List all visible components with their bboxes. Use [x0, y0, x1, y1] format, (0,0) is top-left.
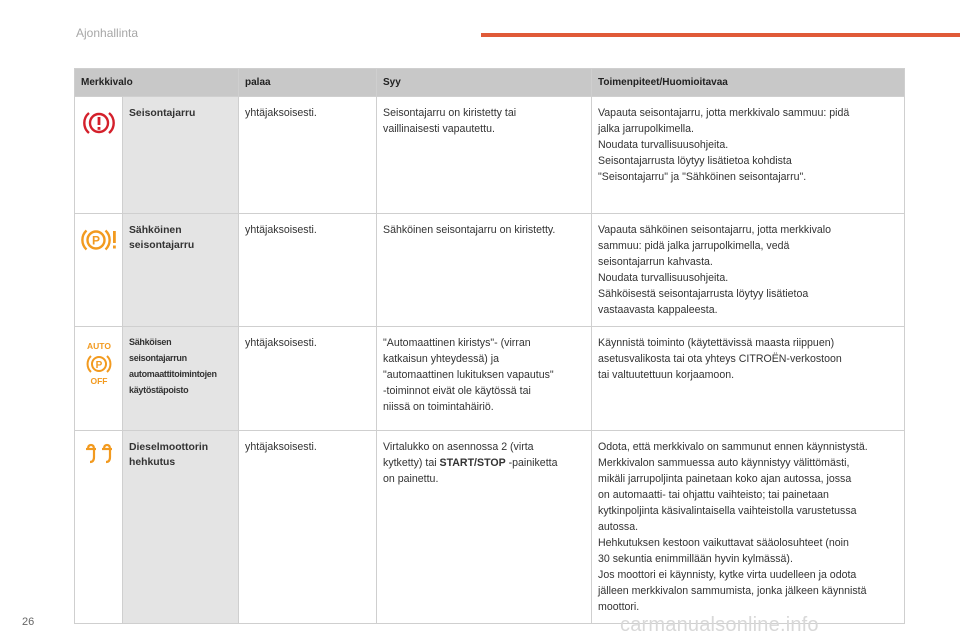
cause-cell: [377, 431, 592, 624]
page-number: 26: [22, 616, 35, 628]
electric-parking-brake-icon: [79, 226, 119, 254]
indicator-name: Sähköisen seisontajarrun automaattitoimintojen käytöstäpoisto: [123, 327, 239, 431]
cause-cell: Sähköinen seisontajarru on kiristetty.: [377, 214, 592, 327]
icon-cell: [75, 97, 123, 214]
chapter-rule: [481, 33, 960, 37]
cause-text-end: -painiketta on painettu.: [383, 457, 558, 485]
action-cell: Vapauta seisontajarru, jotta merkkivalo sammuu: pidä jalka jarrupolkimella. Noudata turvallisuusohjeita. Seisontajarrusta löytyy lisätietoa kohdista "Seisontajarru" ja "Sähköinen seisontajarru".: [592, 97, 905, 214]
watermark: carmanualsonline.info: [620, 614, 819, 636]
icon-off-label: OFF: [90, 376, 107, 386]
cause-cell: Seisontajarru on kiristetty tai vaillinaisesti vapautettu.: [377, 97, 592, 214]
action-cell: Odota, että merkkivalo on sammunut ennen käynnistystä. Merkkivalon sammuessa auto käynnistyy välittömästi, mikäli jarrupoljinta painetaan koko ajan autossa, jossa on automaatti- tai ohjattu vaihteisto; tai painetaan kytkinpoljinta käsivalintaisella vaihteistolla varustetussa autossa. Hehkutuksen kestoon vaikuttavat sääolosuhteet (noin 30 sekuntia enimmillään hyvin kylmässä). Jos moottori ei käynnisty, kytke virta uudelleen ja odota jälleen merkkivalon sammumista, jonka jälkeen käynnistä moottori.: [592, 431, 905, 624]
glow-plug-icon: [84, 443, 114, 465]
lit-cell: yhtäjaksoisesti.: [239, 214, 377, 327]
table-row: [75, 214, 905, 327]
table-row: [75, 97, 905, 214]
lit-cell: yhtäjaksoisesti.: [239, 97, 377, 214]
cause-text-start: Virtalukko on asennossa 2 (virta kytketty) tai: [383, 441, 534, 469]
icon-cell: [75, 327, 123, 431]
column-header-action: Toimenpiteet/Huomioitavaa: [592, 69, 905, 97]
auto-off-parking-brake-icon: [82, 341, 116, 387]
column-header-lit: palaa: [239, 69, 377, 97]
indicator-name: Seisontajarru: [123, 97, 239, 214]
icon-auto-label: AUTO: [86, 341, 111, 351]
table-row: [75, 431, 905, 624]
start-stop-label: START/STOP: [439, 457, 506, 469]
icon-cell: [75, 431, 123, 624]
svg-text:P: P: [95, 359, 102, 371]
table-row: [75, 327, 905, 431]
indicator-name: Sähköinen seisontajarru: [123, 214, 239, 327]
action-cell: Käynnistä toiminto (käytettävissä maasta riippuen) asetusvalikosta tai ota yhteys CITROËN-verkostoon tai valtuutettuun korjaamoon.: [592, 327, 905, 431]
column-header-cause: Syy: [377, 69, 592, 97]
table-header-row: [75, 69, 905, 97]
indicator-name: Dieselmoottorin hehkutus: [123, 431, 239, 624]
icon-cell: [75, 214, 123, 327]
brake-warning-icon: [81, 109, 117, 137]
column-header-indicator: Merkkivalo: [75, 69, 239, 97]
svg-text:P: P: [91, 233, 100, 248]
chapter-title: Ajonhallinta: [76, 26, 139, 40]
lit-cell: yhtäjaksoisesti.: [239, 327, 377, 431]
warning-lights-table: [74, 68, 905, 624]
cause-cell: "Automaattinen kiristys"- (virran katkaisun yhteydessä) ja "automaattinen lukituksen vapautus" -toiminnot eivät ole käytössä tai niissä on toimintahäiriö.: [377, 327, 592, 431]
lit-cell: yhtäjaksoisesti.: [239, 431, 377, 624]
action-cell: Vapauta sähköinen seisontajarru, jotta merkkivalo sammuu: pidä jalka jarrupolkimella, vedä seisontajarrun kahvasta. Noudata turvallisuusohjeita. Sähköisestä seisontajarrusta löytyy lisätietoa vastaavasta kappaleesta.: [592, 214, 905, 327]
